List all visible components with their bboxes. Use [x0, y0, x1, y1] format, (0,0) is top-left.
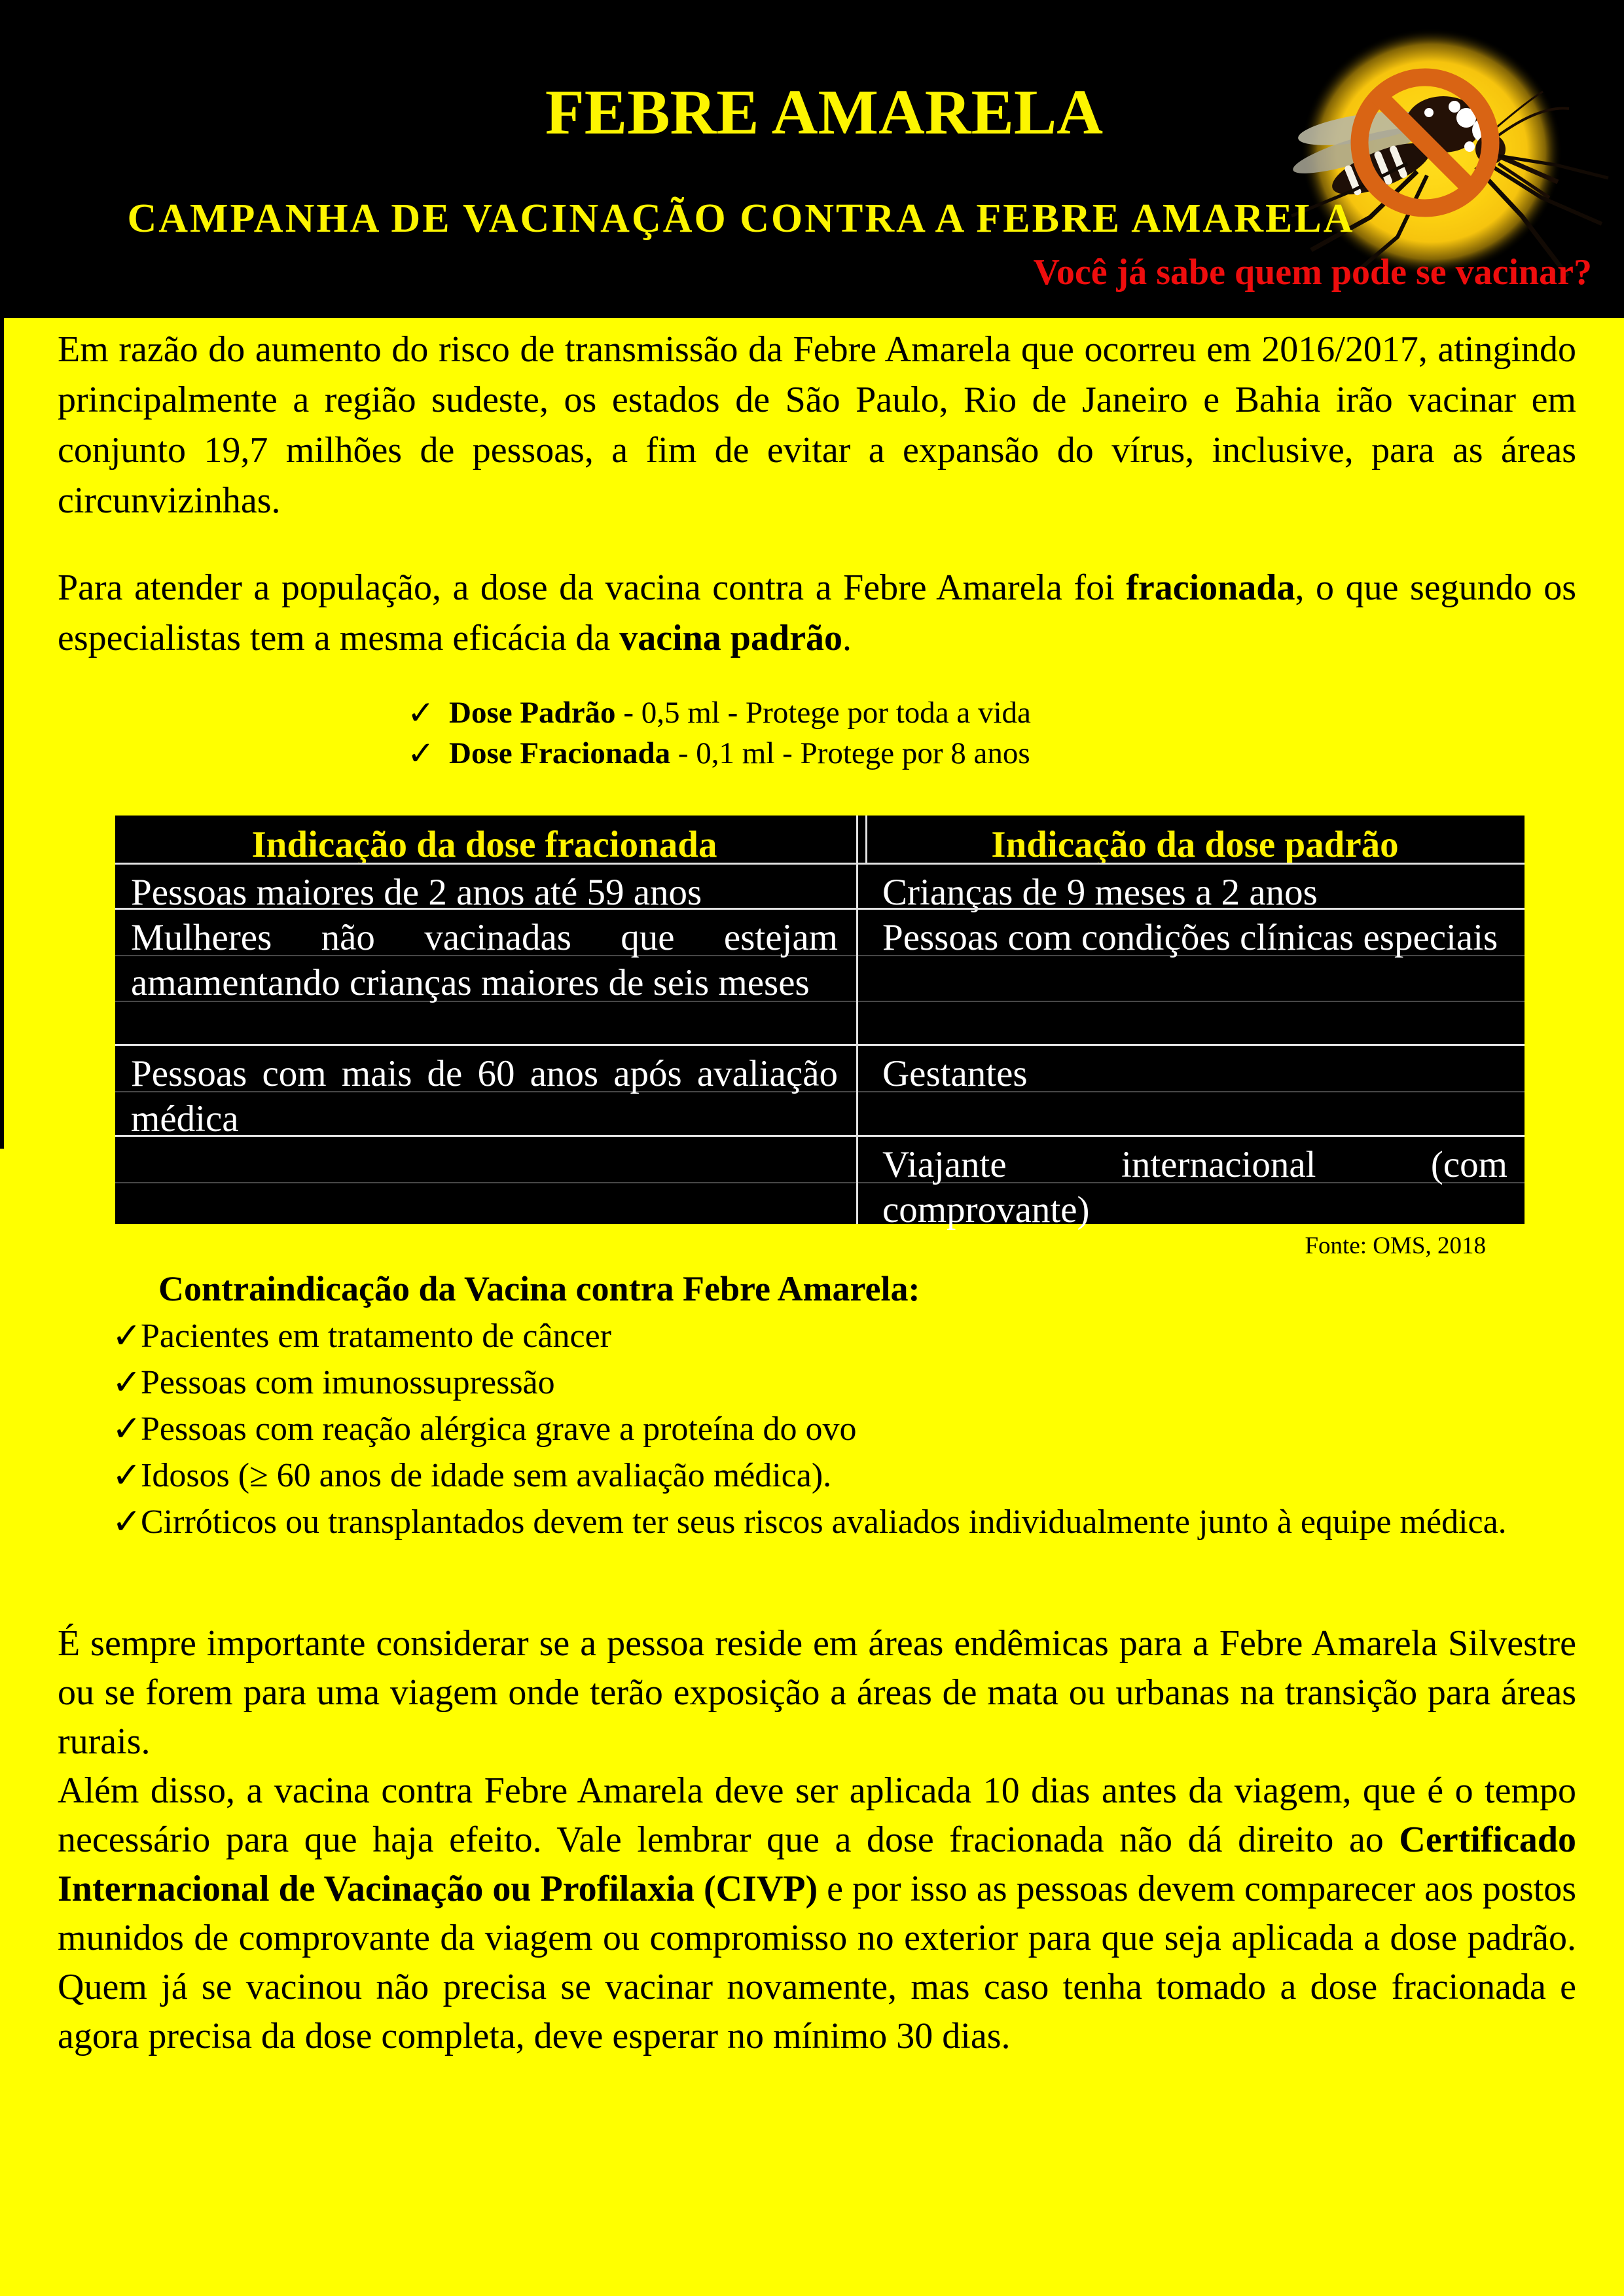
table-cell: Pessoas com mais de 60 anos após avaliação médica: [131, 1053, 838, 1139]
table-header-cell-fracionada: Indicação da dose fracionada: [251, 824, 717, 865]
outro-paragraph-1: É sempre importante considerar se a pessoa reside em áreas endêmicas para a Febre Amarela Silvestre ou se forem para uma viagem onde terão exposição a áreas de mata ou urbanas na transição para áreas rurais.: [58, 1623, 1576, 1762]
contraindication-list: [58, 1313, 1576, 1545]
table-column-divider: [865, 816, 867, 863]
table-cell: Pessoas maiores de 2 anos até 59 anos: [131, 872, 702, 913]
check-icon: ✓: [112, 1456, 142, 1495]
list-item: ✓ Idosos (≥ 60 anos de idade sem avaliação médica).: [58, 1452, 1576, 1499]
list-item: ✓ Pessoas com reação alérgica grave a proteína do ovo: [58, 1406, 1576, 1452]
table-row: [115, 1135, 1525, 1230]
dose-item: [407, 733, 1031, 774]
table-cell: [115, 1137, 856, 1224]
contraindication-heading: Contraindicação da Vacina contra Febre Amarela:: [158, 1269, 920, 1308]
intro-paragraph-2: Para atender a população, a dose da vacina contra a Febre Amarela foi fracionada, o que segundo os especialistas tem a mesma eficácia da vacina padrão.: [58, 567, 1576, 658]
check-icon: ✓: [112, 1363, 142, 1402]
table-cell: Crianças de 9 meses a 2 anos: [882, 872, 1318, 913]
dose-item-text: Dose Padrão - 0,5 ml - Protege por toda a vida: [449, 696, 1031, 730]
list-item: ✓ Pacientes em tratamento de câncer: [58, 1313, 1576, 1359]
table-cell: Pessoas com condições clínicas especiais: [882, 917, 1498, 958]
table-column-divider: [856, 816, 858, 1224]
check-icon: ✓: [112, 1409, 142, 1448]
table-header-cell-padrao: Indicação da dose padrão: [991, 824, 1399, 865]
table-row: [115, 863, 1525, 913]
question-text: Você já sabe quem pode se vacinar?: [1033, 252, 1592, 293]
dose-item-text: Dose Fracionada - 0,1 ml - Protege por 8 anos: [449, 736, 1030, 770]
page-subtitle: CAMPANHA DE VACINAÇÃO CONTRA A FEBRE AMARELA: [127, 196, 1355, 241]
table-header-row: [115, 816, 1525, 863]
table-gridline: [115, 1091, 1525, 1092]
table-cell: Gestantes: [882, 1053, 1028, 1094]
table-cell: Viajante internacional (com comprovante): [882, 1144, 1507, 1230]
list-item: ✓ Cirróticos ou transplantados devem ter seus riscos avaliados individualmente junto à equipe médica.: [58, 1499, 1576, 1545]
intro-section: [58, 325, 1576, 664]
outro-paragraph-2: Além disso, a vacina contra Febre Amarela deve ser aplicada 10 dias antes da viagem, que é o tempo necessário para que haja efeito. Vale lembrar que a dose fracionada não dá direito ao Certificado Internacional de Vacinação ou Profilaxia (CIVP) e por isso as pessoas devem comparecer aos postos munidos de comprovante da viagem ou compromisso no exterior para que seja aplicada a dose padrão. Quem já se vacinou não precisa se vacinar novamente, mas caso tenha tomado a dose fracionada e agora precisa da dose completa, deve esperar no mínimo 30 dias.: [58, 1770, 1576, 2056]
intro-paragraph-1: Em razão do aumento do risco de transmissão da Febre Amarela que ocorreu em 2016/2017, atingindo principalmente a região sudeste, os estados de São Paulo, Rio de Janeiro e Bahia irão vacinar em conjunto 19,7 milhões de pessoas, a fim de evitar a expansão do vírus, inclusive, para as áreas circunvizinhas.: [58, 329, 1576, 521]
page-title: FEBRE AMARELA: [545, 77, 1104, 148]
left-border-line: [0, 0, 4, 1149]
check-icon: ✓: [112, 1316, 142, 1355]
table-gridline: [115, 1182, 1525, 1183]
table-source: Fonte: OMS, 2018: [1305, 1232, 1486, 1259]
check-icon: ✓: [407, 694, 435, 731]
table-gridline: [115, 955, 1525, 956]
table-row: [115, 1044, 1525, 1139]
table-gridline: [115, 1001, 1525, 1002]
dose-list: [407, 692, 1031, 774]
check-icon: ✓: [112, 1502, 142, 1541]
dose-indication-table: [115, 816, 1525, 1230]
table-row: [115, 908, 1525, 1044]
list-item: ✓ Pessoas com imunossupressão: [58, 1359, 1576, 1406]
table-cell: Mulheres não vacinadas que estejam amamentando crianças maiores de seis meses: [131, 917, 838, 1003]
check-icon: ✓: [407, 735, 435, 772]
dose-item: [407, 692, 1031, 733]
outro-section: [58, 1619, 1576, 2061]
